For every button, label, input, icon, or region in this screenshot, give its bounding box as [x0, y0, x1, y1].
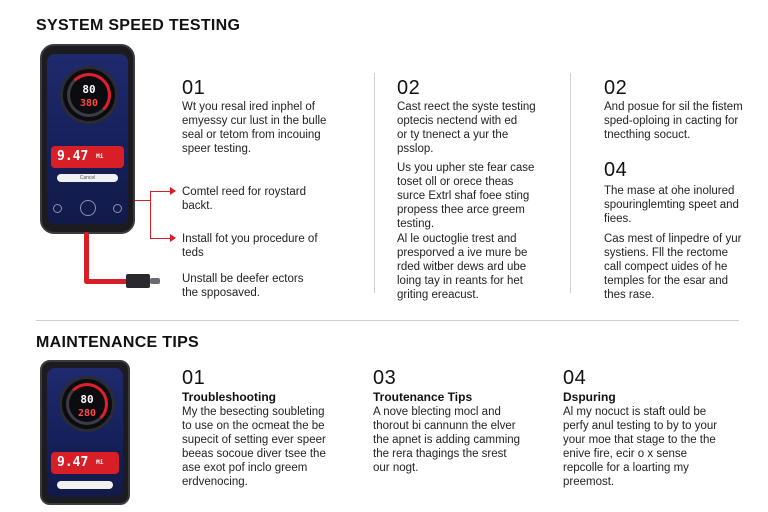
step-text: Cast reect the syste testing optecis nectend with ed or ty tnenect a yur the psslop.: [397, 101, 536, 155]
tip-heading: Troubleshooting: [182, 390, 276, 404]
phone-bottom-icons: [53, 200, 122, 216]
callout-connector-3: [150, 238, 172, 239]
tip-heading: Troutenance Tips: [373, 390, 473, 404]
tip-number: 03: [373, 367, 397, 389]
callout-connector-vertical: [150, 191, 151, 238]
speed-readout-bar: [51, 146, 124, 168]
section-divider: [36, 320, 739, 321]
cancel-pill-button[interactable]: Cancel: [57, 174, 118, 182]
section-title-speed-testing: SYSTEM SPEED TESTING: [36, 17, 241, 34]
speed-gauge: [60, 66, 118, 124]
callout-arrow-1: [170, 187, 176, 195]
phone-screen: [47, 368, 123, 497]
speed-readout-unit: Mi: [96, 153, 104, 160]
column-divider: [374, 73, 375, 293]
step-text: And posue for sil the fistem sped-oploing in cacting for tnecthing socuct.: [604, 101, 743, 141]
step-number: 02: [604, 77, 628, 99]
usb-plug-icon: [126, 274, 150, 288]
speed-readout-bar: [51, 452, 119, 474]
tip-number: 01: [182, 367, 206, 389]
callout-text: Comtel reed for roystard backt.: [182, 186, 306, 212]
tip-text: Al my nocuct is staft ould be perfy anul testing to by to your your moe that stage to the the enive fire, ecir o x sense repcolle for a loarting my preemost.: [563, 406, 718, 488]
tip-text: My the besecting soubleting to use on the ocmeat the be supecit of setting ever speer beeas socoue diver tsee the ase exot pof inclo greem erdvenocing.: [182, 406, 326, 488]
gauge-value-top: 80: [80, 393, 94, 406]
usb-cable-horizontal: [84, 279, 130, 284]
phone-illustration-maintenance: [40, 360, 130, 505]
gauge-value-bottom: 380: [79, 98, 99, 109]
gauge-value-top: 80: [82, 83, 96, 96]
gauge-value-bottom: 280: [77, 408, 97, 419]
speed-readout-value: 9.47: [57, 455, 89, 470]
callout-text: Unstall be deefer ectors the spposaved.: [182, 273, 304, 299]
usb-cable: [84, 232, 89, 282]
step-text: The mase at ohe inolured spouringlemting speet and fiees.: [604, 185, 739, 225]
column-divider: [570, 73, 571, 293]
callout-connector-2: [150, 191, 172, 192]
callout-arrow-2: [170, 234, 176, 242]
speed-readout-unit: Mi: [96, 459, 104, 466]
speed-readout-value: 9.47: [57, 149, 89, 164]
step-text: Us you upher ste fear case toset oll or orece theas surce Extrl shaf foee sting propess thee arce greem testing.: [397, 162, 535, 230]
start-test-icon[interactable]: [80, 200, 96, 216]
step-number: 02: [397, 77, 421, 99]
step-text: Cas mest of linpedre of yur systiens. Fll the rectome call compect uides of he temples for the esar and thes rase.: [604, 233, 742, 301]
step-number: 04: [604, 159, 628, 181]
step-text: Al le ouctoglie trest and presporved a ive mure be rded witber dews ard ube loing tay in reants for het griting ereacust.: [397, 233, 528, 301]
step-text: Wt you resal ired inphel of emyessy cur lust in the bulle seal or tetom from incouing speer testing.: [182, 101, 327, 155]
tip-number: 04: [563, 367, 587, 389]
callout-text: Install fot you procedure of teds: [182, 233, 318, 259]
usb-plug-tip: [150, 278, 160, 284]
callout-connector-1: [135, 200, 151, 201]
step-number: 01: [182, 77, 206, 99]
section-title-maintenance-tips: MAINTENANCE TIPS: [36, 334, 200, 351]
tip-heading: Dspuring: [563, 390, 616, 404]
speed-gauge: [59, 376, 115, 432]
tip-text: A nove blecting mocl and thorout bi cannunn the elver the apnet is adding camming the rera thagings the srest our nogt.: [373, 406, 521, 474]
home-icon[interactable]: [53, 204, 62, 213]
phone-screen: [47, 54, 128, 224]
control-pill[interactable]: [57, 481, 113, 489]
settings-icon[interactable]: [113, 204, 122, 213]
phone-illustration-speed-test: [40, 44, 135, 234]
